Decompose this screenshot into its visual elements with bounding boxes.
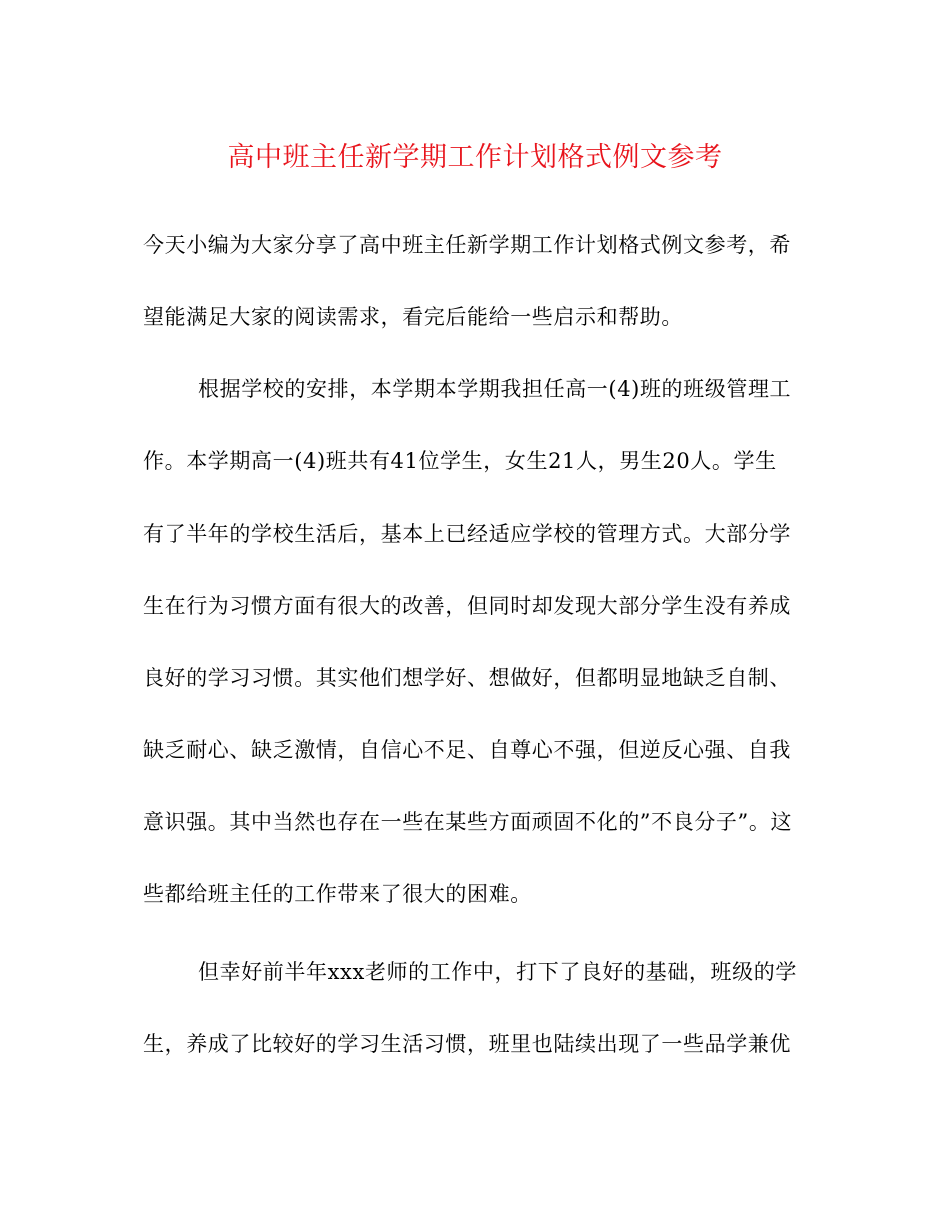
paragraph-2-line-5: 良好的学习习惯。其实他们想学好、想做好，但都明显地缺乏自制、 xyxy=(143,666,791,690)
document-title: 高中班主任新学期工作计划格式例文参考 xyxy=(227,142,723,173)
paragraph-1-line-1: 今天小编为大家分享了高中班主任新学期工作计划格式例文参考，希 xyxy=(143,233,791,257)
paragraph-3-line-1: 但幸好前半年xxx老师的工作中，打下了良好的基础，班级的学 xyxy=(198,960,797,984)
paragraph-2-line-8: 些都给班主任的工作带来了很大的困难。 xyxy=(143,882,532,906)
paragraph-2-line-3: 有了半年的学校生活后，基本上已经适应学校的管理方式。大部分学 xyxy=(143,522,791,546)
paragraph-2-line-4: 生在行为习惯方面有很大的改善，但同时却发现大部分学生没有养成 xyxy=(143,594,791,618)
paragraph-1-line-2: 望能满足大家的阅读需求，看完后能给一些启示和帮助。 xyxy=(143,305,683,329)
paragraph-3-line-2: 生，养成了比较好的学习生活习惯，班里也陆续出现了一些品学兼优 xyxy=(143,1032,791,1056)
paragraph-2-line-6: 缺乏耐心、缺乏激情，自信心不足、自尊心不强，但逆反心强、自我 xyxy=(143,738,791,762)
paragraph-2-line-1: 根据学校的安排，本学期本学期我担任高一(4)班的班级管理工 xyxy=(198,377,792,401)
paragraph-2-line-7: 意识强。其中当然也存在一些在某些方面顽固不化的”不良分子”。这 xyxy=(143,810,793,834)
paragraph-2-line-2: 作。本学期高一(4)班共有41位学生，女生21人，男生20人。学生 xyxy=(143,449,777,473)
